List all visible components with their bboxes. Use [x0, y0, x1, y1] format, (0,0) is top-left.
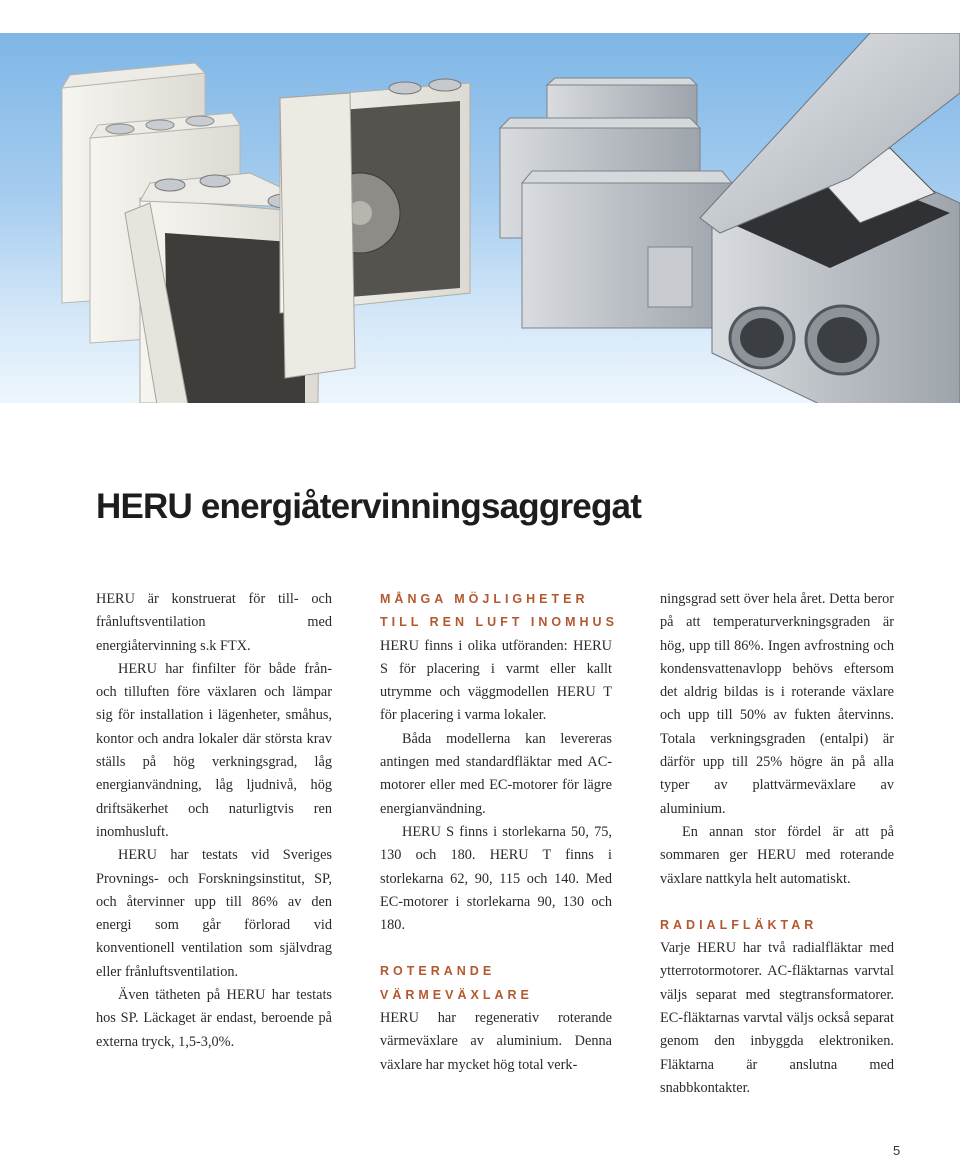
sizes-paragraph: HERU S finns i storlekarna 50, 75, 130 och 180. HERU T finns i storlekarna 62, 90, 115 och 140. Med EC-motorer i storlekarna 90, 130 och 180. [380, 823, 612, 934]
efficiency-paragraph: ningsgrad sett över hela året. Detta beror på att temperaturverkningsgraden är hög, upp till 86%. Ingen avfrostning och kondensvattenavlopp behövs eftersom det aldrig bildas is i roterande växlare och upp till 50% av fukten återvinns. Totala verkningsgraden (entalpi) är därför upp till 25% högre än på alla typer av plattvärmeväxlare av aluminium. [660, 591, 894, 817]
heru-t-unit-open-right [280, 79, 470, 378]
fans-paragraph: Varje HERU har två radialfläktar med ytterrotormotorer. AC-fläktarnas varvtal väljs separat med stegtransformatorer. EC-fläktarnas varvtal väljs också separat genom den inbyggda elektroniken. Fläktarna är anslutna med snabbkontakter. [660, 940, 894, 1096]
heru-s-unit-open [700, 33, 960, 403]
motors-paragraph: Båda modellerna kan levereras antingen med standardfläktar med AC-motorer eller med EC-motorer för lägre energianvändning. [380, 730, 612, 817]
product-photo [0, 33, 960, 403]
filter-paragraph: HERU har finfilter för både från- och tilluften före växlaren och lämpar sig för installation i lägenheter, småhus, kontor och andra lokaler där största krav ställs på hög verkningsgrad, låg energianvändning, låg ljudnivå, hög driftsäkerhet och naturligtvis ren inomhusluft. [96, 660, 332, 840]
page-title: HERU energiåtervinningsaggregat [96, 487, 642, 526]
testing-paragraph: HERU har testats vid Sveriges Provnings- och Forskningsinstitut, SP, och återvinner upp till 86% av den energi som går förlorad vid konventionell ventilation som självdrag eller frånluftsventilation. [96, 847, 332, 980]
page-number: 5 [893, 1143, 901, 1158]
heru-units-illustration [0, 33, 960, 403]
section-heading-options-line1: MÅNGA MÖJLIGHETER [380, 592, 589, 606]
rotary-paragraph: HERU har regenerativ roterande värmeväxlare av aluminium. Denna växlare har mycket hög total verk- [380, 1010, 612, 1073]
models-paragraph: HERU finns i olika utföranden: HERU S för placering i varmt eller kallt utrymme och väggmodellen HERU T för placering i varma lokaler. [380, 637, 612, 724]
intro-paragraph: HERU är konstruerat för till- och frånluftsventilation med energiåtervinning s.k FTX. [96, 591, 332, 654]
section-heading-rotary-line1: ROTERANDE [380, 964, 496, 979]
tightness-paragraph: Även tätheten på HERU har testats hos SP. Läckaget är endast, beroende på externa tryck, 1,5-3,0%. [96, 987, 332, 1050]
heru-s-unit-front [522, 171, 732, 328]
column-1 [96, 588, 332, 1054]
night-cooling-paragraph: En annan stor fördel är att på sommaren ger HERU med roterande växlare nattkyla helt automatiskt. [660, 823, 894, 887]
section-heading-rotary-line2: VÄRMEVÄXLARE [380, 987, 533, 1002]
column-2 [380, 588, 618, 1077]
column-3 [660, 588, 894, 1100]
section-heading-fans: RADIALFLÄKTAR [660, 917, 818, 932]
section-heading-options-line2: TILL REN LUFT INOMHUS [380, 615, 618, 630]
